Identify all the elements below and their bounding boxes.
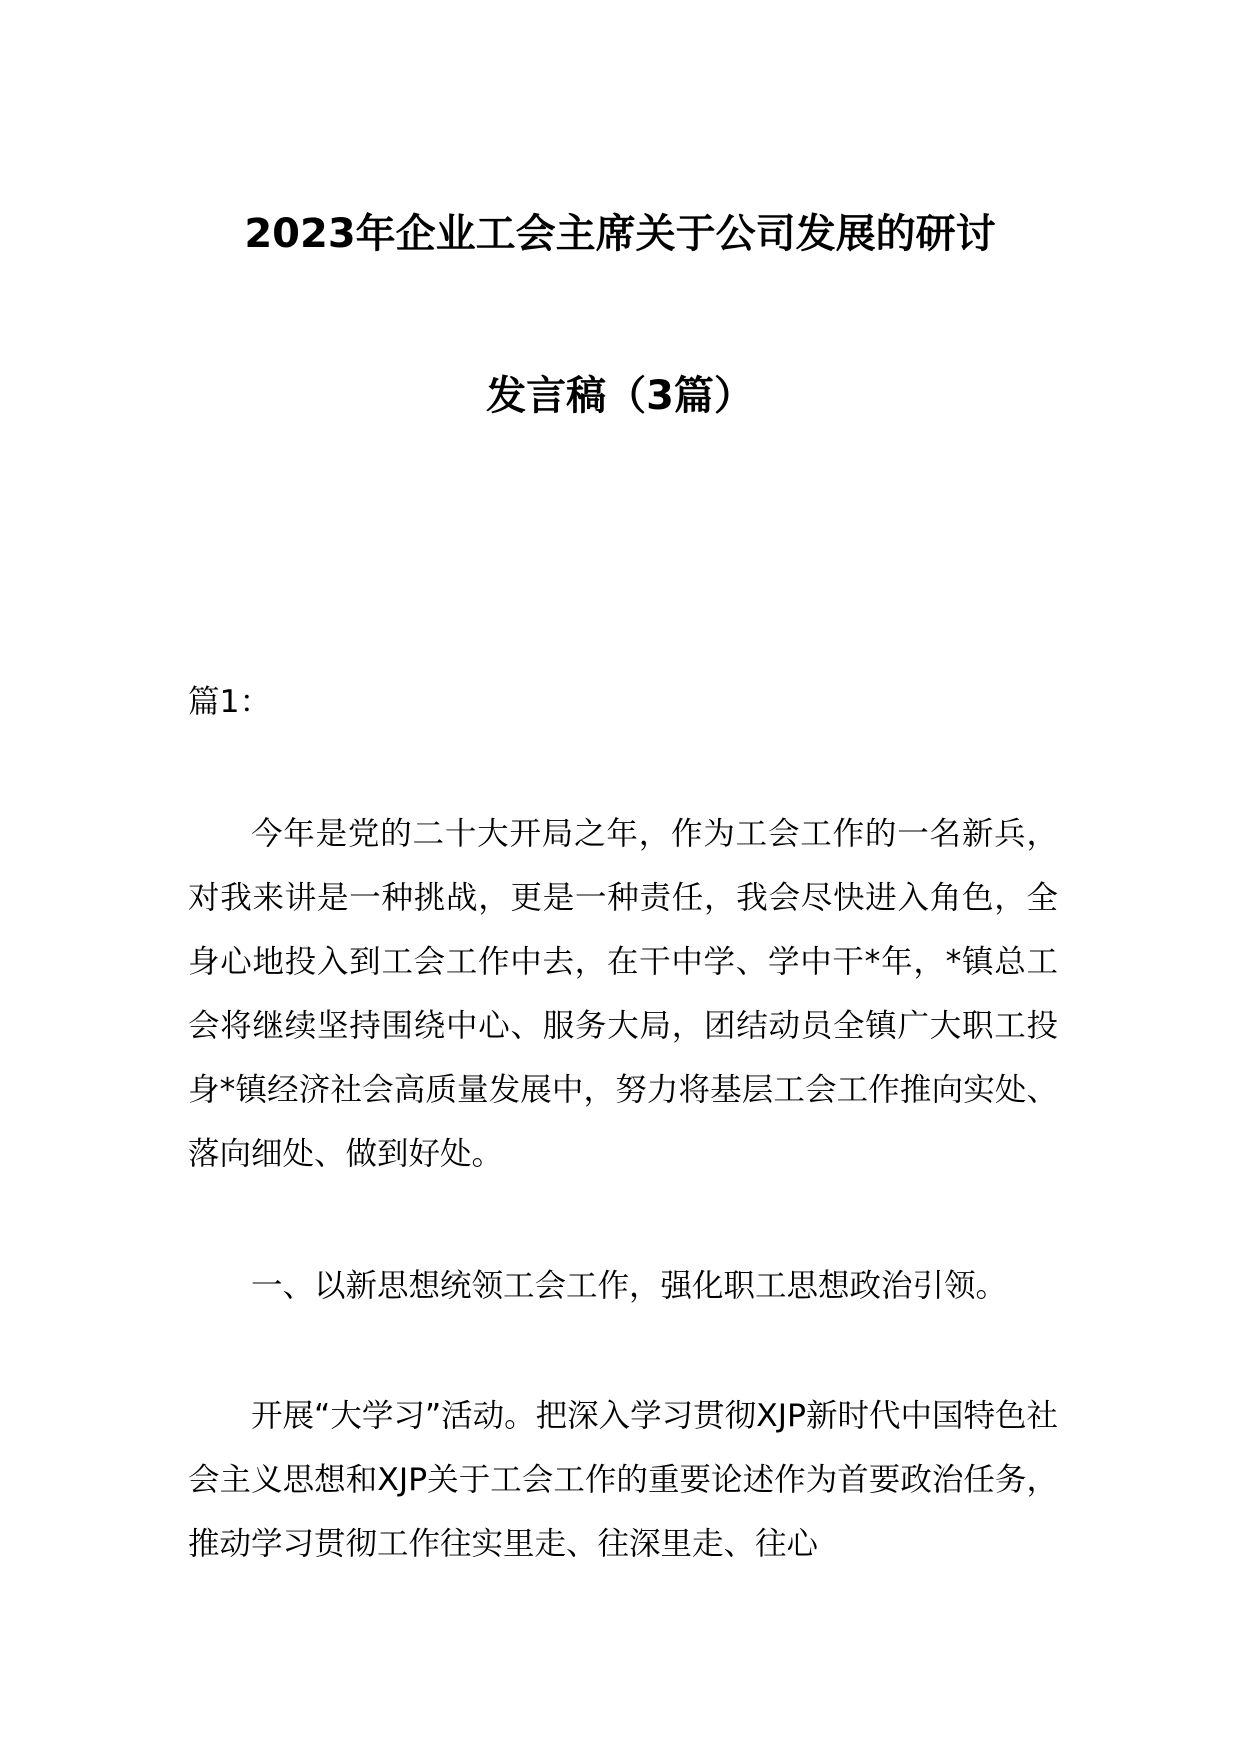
section-label: 篇1： <box>188 684 272 720</box>
paragraph-text: 今年是党的二十大开局之年，作为工会工作的一名新兵，对我来讲是一种挑战，更是一种责任，我会尽快进入角色，全身心地投入到工会工作中去，在干中学、学中干*年，*镇总工会将继续坚持围绕中心、服务大局，团结动员全镇广大职工投身*镇经济社会高质量发展中，努力将基层工会工作推向实处、落向细处、做到好处。 <box>188 816 1058 1172</box>
section-heading <box>188 1254 1058 1318</box>
paragraph-intro <box>188 802 1058 1186</box>
document-title-line-2: 发言稿（3篇） <box>486 373 754 419</box>
heading-text: 一、以新思想统领工会工作，强化职工思想政治引领。 <box>251 1268 1008 1304</box>
paragraph-text: 开展“大学习”活动。把深入学习贯彻XJP新时代中国特色社会主义思想和XJP关于工会工作的重要论述作为首要政治任务，推动学习贯彻工作往实里走、往深里走、往心 <box>188 1398 1059 1562</box>
document-title-line-1: 2023年企业工会主席关于公司发展的研讨 <box>244 211 996 257</box>
paragraph-study-activity <box>188 1384 1058 1576</box>
